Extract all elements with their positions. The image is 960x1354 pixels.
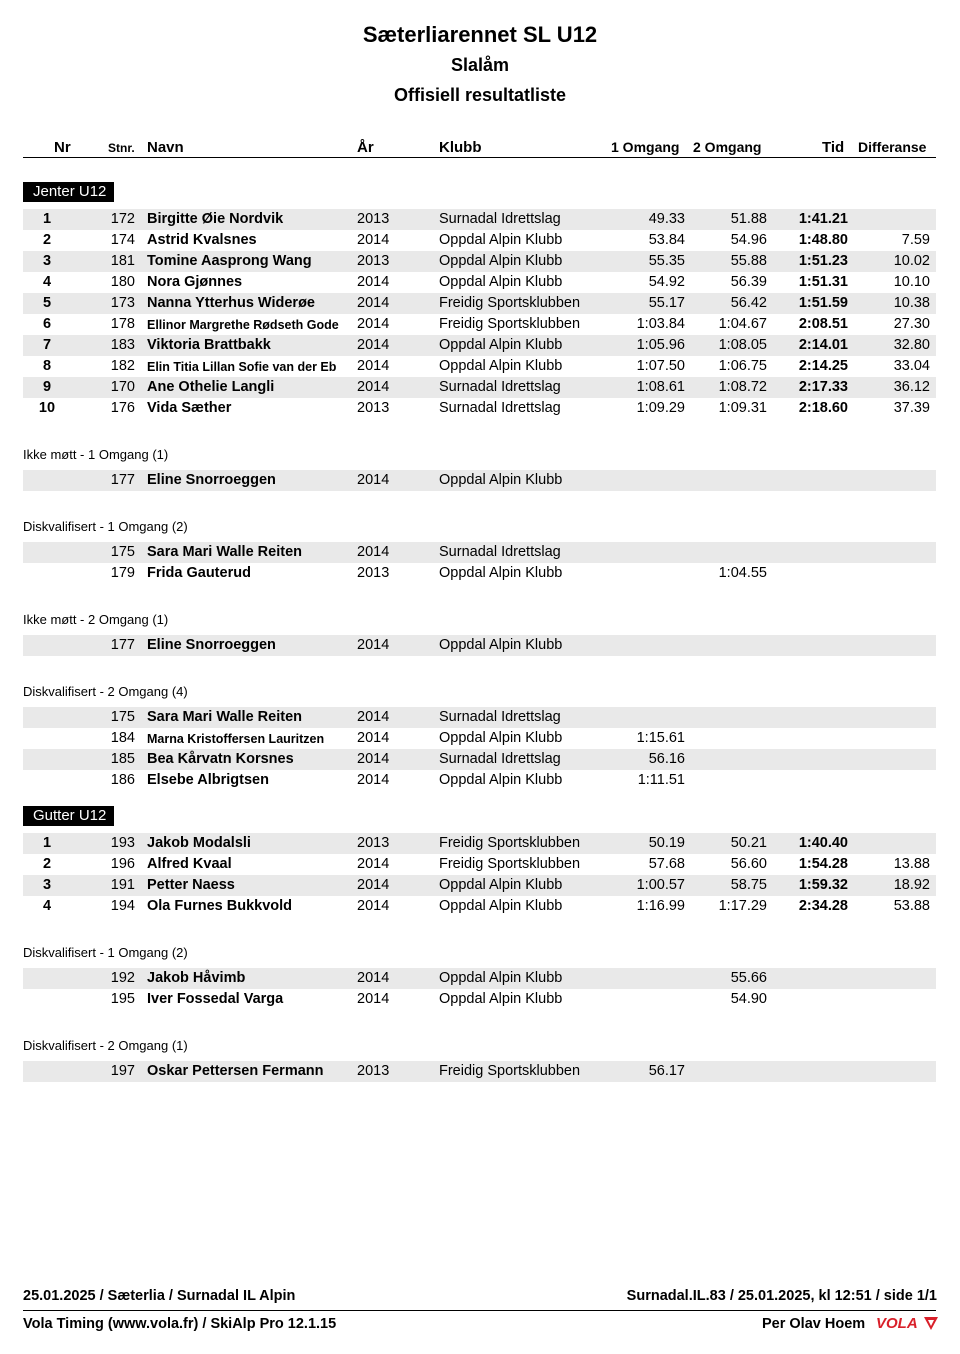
run2-time: 1:04.67 bbox=[718, 316, 767, 332]
start-number: 173 bbox=[110, 295, 135, 311]
total-time: 2:34.28 bbox=[798, 898, 848, 914]
time-difference: 53.88 bbox=[893, 898, 930, 914]
athlete-name: Nanna Ytterhus Widerøe bbox=[147, 295, 315, 311]
status-row bbox=[23, 770, 936, 791]
total-time: 2:08.51 bbox=[798, 316, 848, 332]
rank: 10 bbox=[38, 400, 56, 416]
run2-time: 56.39 bbox=[730, 274, 767, 290]
run1-time: 53.84 bbox=[648, 232, 685, 248]
run1-time: 1:15.61 bbox=[636, 730, 685, 746]
run1-time: 1:08.61 bbox=[636, 379, 685, 395]
club: Freidig Sportsklubben bbox=[439, 835, 581, 851]
athlete-name: Marna Kristoffersen Lauritzen bbox=[147, 732, 325, 746]
result-row bbox=[23, 875, 936, 896]
run2-time: 1:08.05 bbox=[718, 337, 767, 353]
list-type: Offisiell resultatliste bbox=[393, 85, 567, 105]
birth-year: 2014 bbox=[357, 316, 390, 332]
run1-time: 50.19 bbox=[648, 835, 685, 851]
section-label: Jenter U12 bbox=[23, 182, 114, 202]
club: Freidig Sportsklubben bbox=[439, 1063, 581, 1079]
athlete-name: Frida Gauterud bbox=[147, 565, 251, 581]
start-number: 177 bbox=[110, 472, 135, 488]
club: Oppdal Alpin Klubb bbox=[439, 991, 563, 1007]
start-number: 181 bbox=[110, 253, 135, 269]
time-difference: 36.12 bbox=[893, 379, 930, 395]
status-row bbox=[23, 635, 936, 656]
run2-time: 1:06.75 bbox=[718, 358, 767, 374]
run1-time: 1:07.50 bbox=[636, 358, 685, 374]
run2-time: 55.66 bbox=[730, 970, 767, 986]
run2-time: 1:17.29 bbox=[718, 898, 767, 914]
birth-year: 2014 bbox=[357, 709, 390, 725]
start-number: 195 bbox=[110, 991, 135, 1007]
run1-time: 1:00.57 bbox=[636, 877, 685, 893]
status-row bbox=[23, 542, 936, 563]
run2-time: 58.75 bbox=[730, 877, 767, 893]
club: Freidig Sportsklubben bbox=[439, 316, 581, 332]
club: Oppdal Alpin Klubb bbox=[439, 637, 563, 653]
result-row bbox=[23, 896, 936, 917]
result-row bbox=[23, 314, 936, 335]
result-row bbox=[23, 854, 936, 875]
athlete-name: Birgitte Øie Nordvik bbox=[147, 211, 284, 227]
run1-time: 57.68 bbox=[648, 856, 685, 872]
birth-year: 2014 bbox=[357, 544, 390, 560]
club: Oppdal Alpin Klubb bbox=[439, 337, 563, 353]
status-row bbox=[23, 707, 936, 728]
start-number: 196 bbox=[110, 856, 135, 872]
birth-year: 2014 bbox=[357, 379, 390, 395]
status-row bbox=[23, 749, 936, 770]
run2-time: 1:08.72 bbox=[718, 379, 767, 395]
rank: 5 bbox=[42, 295, 52, 311]
start-number: 194 bbox=[110, 898, 135, 914]
status-group-label: Diskvalifisert - 1 Omgang (2) bbox=[23, 519, 188, 534]
run2-time: 55.88 bbox=[730, 253, 767, 269]
result-row bbox=[23, 398, 936, 419]
club: Oppdal Alpin Klubb bbox=[439, 898, 563, 914]
start-number: 177 bbox=[110, 637, 135, 653]
run2-time: 56.60 bbox=[730, 856, 767, 872]
athlete-name: Eline Snorroeggen bbox=[147, 637, 276, 653]
time-difference: 18.92 bbox=[893, 877, 930, 893]
birth-year: 2013 bbox=[357, 565, 390, 581]
header-ar: År bbox=[357, 139, 374, 156]
header-omgang1: 1 Omgang bbox=[611, 139, 680, 155]
race-title: Sæterliarennet SL U12 bbox=[362, 22, 598, 47]
athlete-name: Jakob Håvimb bbox=[147, 970, 246, 986]
club: Oppdal Alpin Klubb bbox=[439, 232, 563, 248]
start-number: 185 bbox=[110, 751, 135, 767]
run2-time: 54.96 bbox=[730, 232, 767, 248]
status-group-label: Diskvalifisert - 2 Omgang (1) bbox=[23, 1038, 188, 1053]
birth-year: 2013 bbox=[357, 1063, 390, 1079]
club: Surnadal Idrettslag bbox=[439, 211, 561, 227]
birth-year: 2014 bbox=[357, 472, 390, 488]
run1-time: 55.35 bbox=[648, 253, 685, 269]
club: Oppdal Alpin Klubb bbox=[439, 253, 563, 269]
club: Freidig Sportsklubben bbox=[439, 856, 581, 872]
run1-time: 1:09.29 bbox=[636, 400, 685, 416]
time-difference: 13.88 bbox=[893, 856, 930, 872]
time-difference: 27.30 bbox=[893, 316, 930, 332]
club: Surnadal Idrettslag bbox=[439, 379, 561, 395]
result-row bbox=[23, 377, 936, 398]
header-navn: Navn bbox=[147, 139, 184, 156]
status-group-label: Diskvalifisert - 1 Omgang (2) bbox=[23, 945, 188, 960]
status-row bbox=[23, 470, 936, 491]
vola-logo bbox=[876, 1314, 938, 1334]
start-number: 193 bbox=[110, 835, 135, 851]
run2-time: 1:04.55 bbox=[718, 565, 767, 581]
start-number: 174 bbox=[110, 232, 135, 248]
run2-time: 50.21 bbox=[730, 835, 767, 851]
result-row bbox=[23, 293, 936, 314]
discipline: Slalåm bbox=[450, 55, 510, 75]
birth-year: 2014 bbox=[357, 232, 390, 248]
result-row bbox=[23, 272, 936, 293]
athlete-name: Ola Furnes Bukkvold bbox=[147, 898, 293, 914]
footer-divider bbox=[23, 1310, 936, 1311]
run1-time: 54.92 bbox=[648, 274, 685, 290]
status-group-label: Ikke møtt - 1 Omgang (1) bbox=[23, 447, 169, 462]
athlete-name: Tomine Aasprong Wang bbox=[147, 253, 312, 269]
run1-time: 55.17 bbox=[648, 295, 685, 311]
athlete-name: Viktoria Brattbakk bbox=[147, 337, 271, 353]
birth-year: 2014 bbox=[357, 730, 390, 746]
run2-time: 1:09.31 bbox=[718, 400, 767, 416]
rank: 3 bbox=[42, 877, 52, 893]
status-group-label: Diskvalifisert - 2 Omgang (4) bbox=[23, 684, 188, 699]
athlete-name: Elsebe Albrigtsen bbox=[147, 772, 269, 788]
rank: 4 bbox=[42, 898, 52, 914]
athlete-name: Iver Fossedal Varga bbox=[147, 991, 284, 1007]
birth-year: 2014 bbox=[357, 337, 390, 353]
athlete-name: Bea Kårvatn Korsnes bbox=[147, 751, 294, 767]
birth-year: 2014 bbox=[357, 970, 390, 986]
time-difference: 10.10 bbox=[893, 274, 930, 290]
rank: 6 bbox=[42, 316, 52, 332]
header-omgang2: 2 Omgang bbox=[693, 139, 762, 155]
athlete-name: Ane Othelie Langli bbox=[147, 379, 275, 395]
athlete-name: Nora Gjønnes bbox=[147, 274, 243, 290]
time-difference: 37.39 bbox=[893, 400, 930, 416]
status-row bbox=[23, 1061, 936, 1082]
club: Surnadal Idrettslag bbox=[439, 751, 561, 767]
club: Oppdal Alpin Klubb bbox=[439, 877, 563, 893]
column-header bbox=[23, 138, 936, 158]
run1-time: 1:03.84 bbox=[636, 316, 685, 332]
total-time: 2:18.60 bbox=[798, 400, 848, 416]
run1-time: 56.17 bbox=[648, 1063, 685, 1079]
start-number: 178 bbox=[110, 316, 135, 332]
rank: 2 bbox=[42, 232, 52, 248]
run1-time: 1:16.99 bbox=[636, 898, 685, 914]
start-number: 180 bbox=[110, 274, 135, 290]
total-time: 1:48.80 bbox=[798, 232, 848, 248]
start-number: 186 bbox=[110, 772, 135, 788]
total-time: 1:51.23 bbox=[798, 253, 848, 269]
birth-year: 2014 bbox=[357, 637, 390, 653]
club: Oppdal Alpin Klubb bbox=[439, 730, 563, 746]
start-number: 182 bbox=[110, 358, 135, 374]
status-row bbox=[23, 968, 936, 989]
result-row bbox=[23, 209, 936, 230]
club: Oppdal Alpin Klubb bbox=[439, 472, 563, 488]
result-row bbox=[23, 230, 936, 251]
athlete-name: Jakob Modalsli bbox=[147, 835, 251, 851]
status-group-label: Ikke møtt - 2 Omgang (1) bbox=[23, 612, 169, 627]
start-number: 172 bbox=[110, 211, 135, 227]
start-number: 197 bbox=[110, 1063, 135, 1079]
run1-time: 1:11.51 bbox=[637, 772, 685, 788]
rank: 3 bbox=[42, 253, 52, 269]
athlete-name: Alfred Kvaal bbox=[147, 856, 232, 872]
time-difference: 32.80 bbox=[893, 337, 930, 353]
total-time: 2:17.33 bbox=[798, 379, 848, 395]
start-number: 184 bbox=[110, 730, 135, 746]
athlete-name: Elin Titia Lillan Sofie van der Eb bbox=[147, 360, 337, 374]
vola-logo-icon bbox=[876, 1314, 938, 1334]
run2-time: 54.90 bbox=[730, 991, 767, 1007]
club: Oppdal Alpin Klubb bbox=[439, 772, 563, 788]
club: Oppdal Alpin Klubb bbox=[439, 274, 563, 290]
club: Freidig Sportsklubben bbox=[439, 295, 581, 311]
rank: 9 bbox=[42, 379, 52, 395]
header-stnr: Stnr. bbox=[108, 141, 135, 155]
birth-year: 2014 bbox=[357, 274, 390, 290]
status-row bbox=[23, 563, 936, 584]
start-number: 191 bbox=[110, 877, 135, 893]
run1-time: 1:05.96 bbox=[636, 337, 685, 353]
total-time: 2:14.01 bbox=[798, 337, 848, 353]
birth-year: 2013 bbox=[357, 835, 390, 851]
start-number: 175 bbox=[110, 544, 135, 560]
athlete-name: Sara Mari Walle Reiten bbox=[147, 544, 302, 560]
time-difference: 10.38 bbox=[893, 295, 930, 311]
header-nr: Nr bbox=[54, 139, 71, 156]
athlete-name: Eline Snorroeggen bbox=[147, 472, 276, 488]
total-time: 1:41.21 bbox=[798, 211, 848, 227]
start-number: 175 bbox=[110, 709, 135, 725]
birth-year: 2014 bbox=[357, 856, 390, 872]
result-row bbox=[23, 335, 936, 356]
birth-year: 2013 bbox=[357, 211, 390, 227]
rank: 2 bbox=[42, 856, 52, 872]
athlete-name: Petter Naess bbox=[147, 877, 235, 893]
start-number: 192 bbox=[110, 970, 135, 986]
total-time: 1:54.28 bbox=[798, 856, 848, 872]
start-number: 183 bbox=[110, 337, 135, 353]
footer-left-bottom: Vola Timing (www.vola.fr) / SkiAlp Pro 12.1.15 bbox=[23, 1316, 337, 1332]
run2-time: 56.42 bbox=[730, 295, 767, 311]
rank: 7 bbox=[42, 337, 52, 353]
section-label: Gutter U12 bbox=[23, 806, 114, 826]
club: Oppdal Alpin Klubb bbox=[439, 565, 563, 581]
footer-right-bottom: Per Olav Hoem bbox=[762, 1316, 866, 1332]
time-difference: 7.59 bbox=[901, 232, 930, 248]
result-row bbox=[23, 251, 936, 272]
start-number: 179 bbox=[110, 565, 135, 581]
status-row bbox=[23, 989, 936, 1010]
header-tid: Tid bbox=[822, 139, 845, 156]
total-time: 2:14.25 bbox=[798, 358, 848, 374]
athlete-name: Vida Sæther bbox=[147, 400, 232, 416]
rank: 1 bbox=[42, 211, 52, 227]
start-number: 170 bbox=[110, 379, 135, 395]
header-klubb: Klubb bbox=[439, 139, 482, 156]
birth-year: 2014 bbox=[357, 991, 390, 1007]
birth-year: 2014 bbox=[357, 751, 390, 767]
run1-time: 49.33 bbox=[648, 211, 685, 227]
footer-left-top: 25.01.2025 / Sæterlia / Surnadal IL Alpin bbox=[23, 1288, 296, 1304]
athlete-name: Astrid Kvalsnes bbox=[147, 232, 257, 248]
club: Surnadal Idrettslag bbox=[439, 400, 561, 416]
start-number: 176 bbox=[110, 400, 135, 416]
rank: 1 bbox=[42, 835, 52, 851]
header-differanse: Differanse bbox=[858, 139, 927, 155]
svg-text:VOLA: VOLA bbox=[876, 1315, 918, 1332]
rank: 4 bbox=[42, 274, 52, 290]
club: Surnadal Idrettslag bbox=[439, 544, 561, 560]
birth-year: 2014 bbox=[357, 295, 390, 311]
birth-year: 2014 bbox=[357, 772, 390, 788]
birth-year: 2013 bbox=[357, 253, 390, 269]
footer-right-top: Surnadal.IL.83 / 25.01.2025, kl 12:51 / side 1/1 bbox=[626, 1288, 937, 1304]
birth-year: 2014 bbox=[357, 877, 390, 893]
total-time: 1:59.32 bbox=[798, 877, 848, 893]
time-difference: 10.02 bbox=[893, 253, 930, 269]
athlete-name: Ellinor Margrethe Rødseth Gode bbox=[147, 318, 339, 332]
birth-year: 2014 bbox=[357, 358, 390, 374]
status-row bbox=[23, 728, 936, 749]
time-difference: 33.04 bbox=[893, 358, 930, 374]
club: Surnadal Idrettslag bbox=[439, 709, 561, 725]
total-time: 1:51.31 bbox=[798, 274, 848, 290]
athlete-name: Sara Mari Walle Reiten bbox=[147, 709, 302, 725]
total-time: 1:40.40 bbox=[798, 835, 848, 851]
club: Oppdal Alpin Klubb bbox=[439, 970, 563, 986]
result-row bbox=[23, 833, 936, 854]
birth-year: 2014 bbox=[357, 898, 390, 914]
total-time: 1:51.59 bbox=[798, 295, 848, 311]
birth-year: 2013 bbox=[357, 400, 390, 416]
athlete-name: Oskar Pettersen Fermann bbox=[147, 1063, 324, 1079]
result-row bbox=[23, 356, 936, 377]
run2-time: 51.88 bbox=[730, 211, 767, 227]
run1-time: 56.16 bbox=[648, 751, 685, 767]
rank: 8 bbox=[42, 358, 52, 374]
club: Oppdal Alpin Klubb bbox=[439, 358, 563, 374]
